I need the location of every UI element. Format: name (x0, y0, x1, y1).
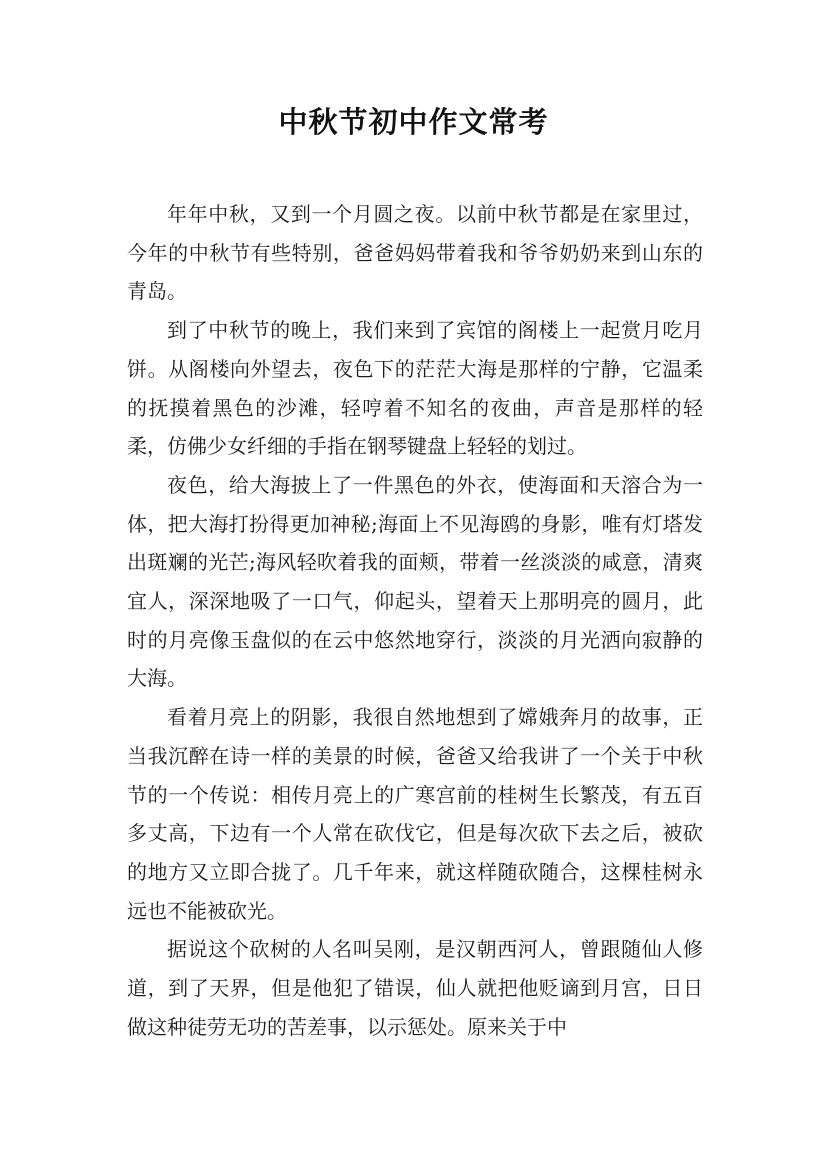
paragraph-4: 看着月亮上的阴影，我很自然地想到了嫦娥奔月的故事，正当我沉醉在诗一样的美景的时候，爸爸又给我讲了一个关于中秋节的一个传说：相传月亮上的广寒宫前的桂树生长繁茂，有五百多丈高，下边有一个人常在砍伐它，但是每次砍下去之后，被砍的地方又立即合拢了。几千年来，就这样随砍随合，这棵桂树永远也不能被砍光。 (127, 705, 703, 923)
paragraph-2: 到了中秋节的晚上，我们来到了宾馆的阁楼上一起赏月吃月饼。从阁楼向外望去，夜色下的茫茫大海是那样的宁静，它温柔的抚摸着黑色的沙滩，轻哼着不知名的夜曲，声音是那样的轻柔，仿佛少女纤细的手指在钢琴键盘上轻轻的划过。 (127, 318, 703, 459)
document-body (127, 195, 703, 1046)
paragraph-5: 据说这个砍树的人名叫吴刚，是汉朝西河人，曾跟随仙人修道，到了天界，但是他犯了错误，仙人就把他贬谪到月宫，日日做这种徒劳无功的苦差事，以示惩处。原来关于中 (127, 937, 703, 1039)
paragraph-3: 夜色，给大海披上了一件黑色的外衣，使海面和天溶合为一体，把大海打扮得更加神秘;海面上不见海鸥的身影，唯有灯塔发出斑斓的光芒;海风轻吹着我的面颊，带着一丝淡淡的咸意，清爽宜人，深深地吸了一口气，仰起头，望着天上那明亮的圆月，此时的月亮像玉盘似的在云中悠然地穿行，淡淡的月光洒向寂静的大海。 (127, 472, 703, 691)
paragraph-1: 年年中秋，又到一个月圆之夜。以前中秋节都是在家里过，今年的中秋节有些特别，爸爸妈妈带着我和爷爷奶奶来到山东的青岛。 (127, 202, 703, 304)
document-title: 中秋节初中作文常考 (278, 105, 549, 139)
